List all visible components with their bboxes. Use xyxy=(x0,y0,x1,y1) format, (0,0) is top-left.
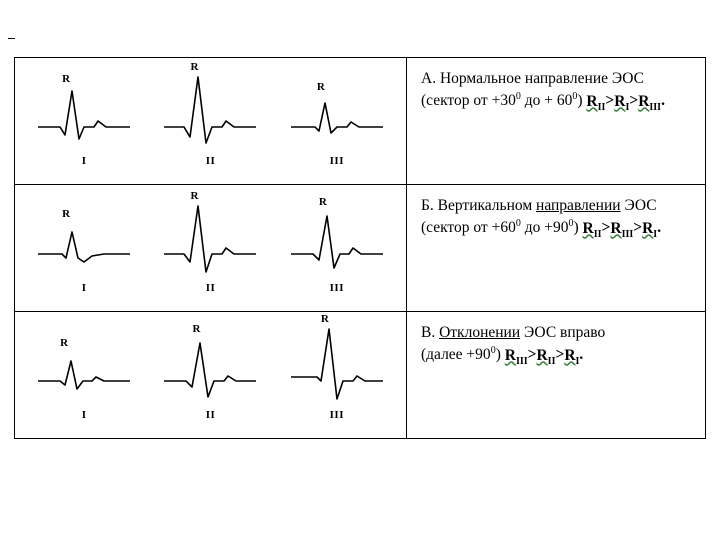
ecg-waveform-icon xyxy=(34,65,134,153)
r-wave-label: R xyxy=(60,337,69,349)
sector-mid: до + 60 xyxy=(520,92,573,110)
sector-prefix: (сектор от +30 xyxy=(421,92,516,110)
ecg-waveform-icon xyxy=(34,319,134,407)
ecg-waveform-icon xyxy=(160,319,260,407)
r-wave-label: R xyxy=(190,61,199,73)
degree-sup: 0 xyxy=(490,345,496,357)
lead-name-label: II xyxy=(205,155,216,167)
ecg-cell-row-b xyxy=(15,185,407,311)
lead-name-label: I xyxy=(81,409,87,421)
degree-sup: 0 xyxy=(568,218,574,230)
sector-suffix: ) xyxy=(495,346,505,364)
ecg-axis-table xyxy=(14,57,706,439)
table-row xyxy=(15,312,705,438)
lead-name-label: I xyxy=(81,155,87,167)
ecg-waveform-icon xyxy=(160,65,260,153)
desc-underlined: направлении xyxy=(536,197,621,214)
lead-name-label: III xyxy=(329,282,344,294)
sector-suffix: ) xyxy=(577,92,587,110)
r-wave-label: R xyxy=(62,208,71,220)
ecg-waveform-icon xyxy=(287,319,387,407)
r-wave-label: R xyxy=(320,313,329,325)
ecg-waveform-icon xyxy=(34,192,134,280)
ecg-cell-row-c xyxy=(15,312,407,438)
r-wave-label: R xyxy=(62,73,71,85)
amplitude-formula: $R_{III}>R_{II}>R_I$. xyxy=(504,346,584,367)
r-wave-label: R xyxy=(318,196,327,208)
amplitude-formula: $R_{II}>R_{III}>R_I$. xyxy=(582,219,662,240)
ecg-waveform-icon xyxy=(287,192,387,280)
ecg-waveform-icon xyxy=(160,192,260,280)
amplitude-formula: $R_{II}>R_I>R_{III}$. xyxy=(586,92,665,113)
ecg-cell-row-a xyxy=(15,58,407,184)
desc-underlined: Отклонении xyxy=(439,324,521,341)
sector-mid: до +90 xyxy=(520,219,569,237)
r-wave-label: R xyxy=(316,81,325,93)
lead-name-label: III xyxy=(329,155,344,167)
sector-suffix: ) xyxy=(573,219,583,237)
lead-name-label: III xyxy=(329,409,344,421)
sector-prefix: (далее +90 xyxy=(421,346,491,364)
lead-name-label: II xyxy=(205,282,216,294)
description-line-1 xyxy=(421,195,699,217)
description-cell-row-b xyxy=(407,185,705,311)
ecg-lead-III-b xyxy=(287,192,387,304)
table-row xyxy=(15,58,705,185)
ecg-lead-II-b xyxy=(160,192,260,304)
desc-suffix: ЭОС вправо xyxy=(520,324,606,341)
table-row xyxy=(15,185,705,312)
degree-sup: 0 xyxy=(515,218,521,230)
ecg-waveform-icon xyxy=(287,65,387,153)
description-cell-row-a xyxy=(407,58,705,184)
r-wave-label: R xyxy=(190,190,199,202)
description-line-1: А. Нормальное направление ЭОС xyxy=(421,70,645,87)
sector-prefix: (сектор от +60 xyxy=(421,219,516,237)
ecg-lead-I-a xyxy=(34,65,134,177)
desc-prefix: Б. Вертикальном xyxy=(421,197,537,214)
degree-sup: 0 xyxy=(572,91,578,103)
description-line-2 xyxy=(421,344,699,369)
ecg-lead-II-c xyxy=(160,319,260,431)
r-wave-label: R xyxy=(192,323,201,335)
degree-sup: 0 xyxy=(515,91,521,103)
ecg-lead-II-a xyxy=(160,61,260,177)
description-line-2 xyxy=(421,90,699,115)
description-line-2 xyxy=(421,217,699,242)
desc-prefix: В. xyxy=(421,324,440,341)
ecg-lead-I-c xyxy=(34,319,134,431)
description-line-1 xyxy=(421,322,699,344)
desc-suffix: ЭОС xyxy=(620,197,657,214)
ecg-lead-III-c xyxy=(287,313,387,431)
ecg-lead-I-b xyxy=(34,192,134,304)
lead-name-label: II xyxy=(205,409,216,421)
lead-name-label: I xyxy=(81,282,87,294)
ecg-lead-III-a xyxy=(287,65,387,177)
page-tick-mark xyxy=(8,38,15,39)
description-cell-row-c xyxy=(407,312,705,438)
